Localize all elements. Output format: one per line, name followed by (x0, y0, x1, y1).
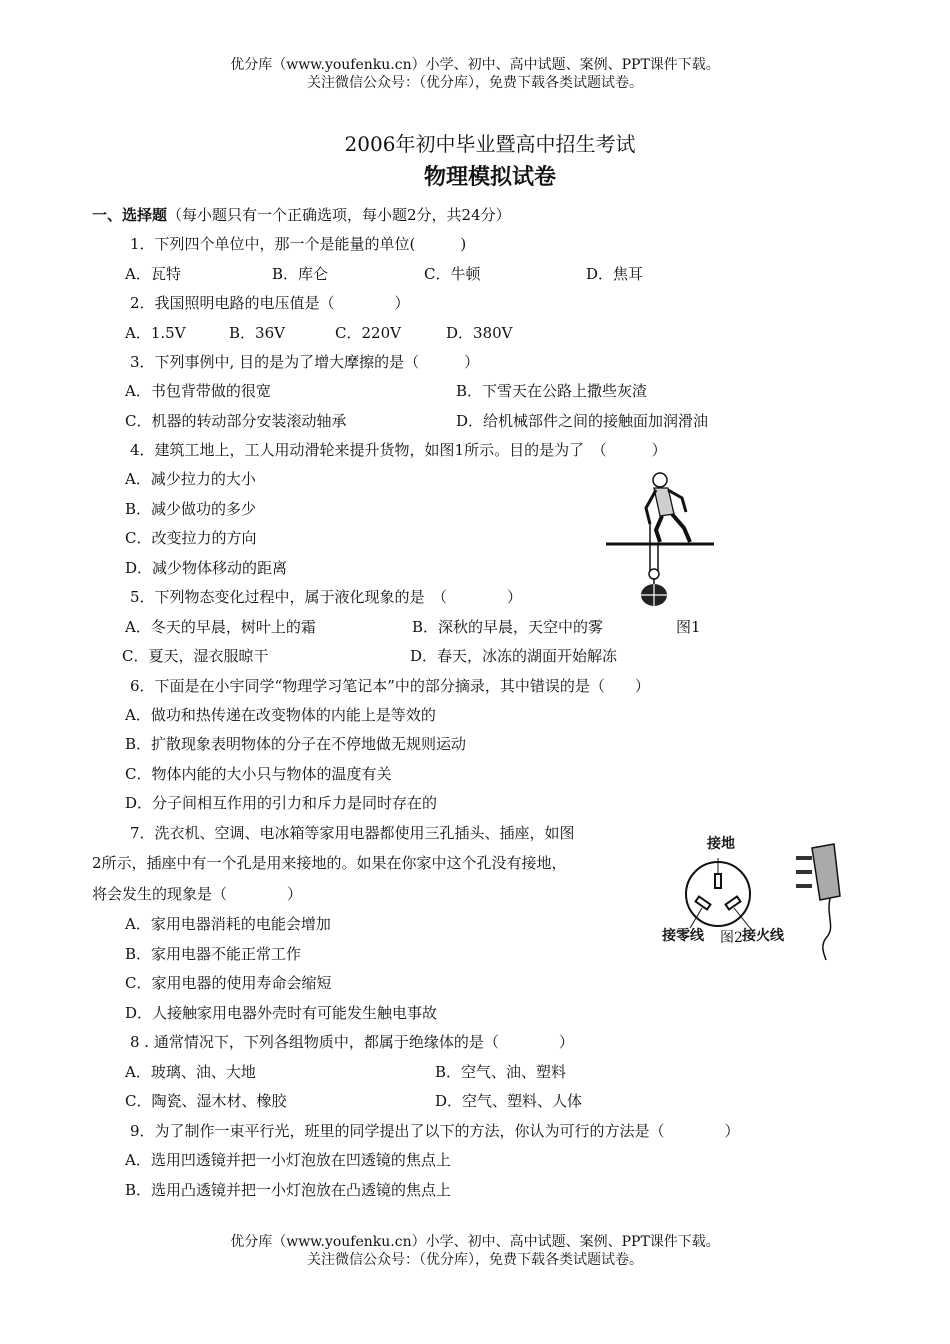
socket-ground-label: 接地 (707, 836, 735, 852)
exam-subtitle: 物理模拟试卷 (423, 164, 556, 190)
q3-option-c: C．机器的转动部分安装滚动轴承 (125, 412, 347, 430)
q1-option-b: B．库仑 (272, 265, 329, 283)
socket-plug-figure (660, 830, 860, 965)
q8-option-b: B．空气、油、塑料 (435, 1063, 567, 1081)
q8-option-c: C．陶瓷、湿木材、橡胶 (125, 1092, 287, 1110)
socket-live-label: 接火线 (742, 928, 784, 944)
q2-option-c: C．220V (335, 324, 401, 342)
q7-stem-line3: 将会发生的现象是（ ） (92, 885, 303, 903)
q7-stem-line1: 7．洗衣机、空调、电冰箱等家用电器都使用三孔插头、插座，如图 (130, 824, 575, 842)
q2-option-d: D．380V (446, 324, 513, 342)
q9-stem: 9．为了制作一束平行光，班里的同学提出了以下的方法，你认为可行的方法是（ ） (130, 1122, 740, 1140)
q3-option-b: B．下雪天在公路上撒些灰渣 (456, 382, 648, 400)
q2-option-a: A．1.5V (125, 324, 186, 342)
q5-option-c: C．夏天，湿衣服晾干 (122, 647, 269, 665)
pulley-worker-figure (600, 468, 720, 613)
q6-option-c: C．物体内能的大小只与物体的温度有关 (125, 765, 392, 783)
q2-option-b: B．36V (229, 324, 285, 342)
q7-option-b: B．家用电器不能正常工作 (125, 945, 302, 963)
q5-stem: 5．下列物态变化过程中，属于液化现象的是 （ ） (130, 588, 523, 606)
q6-stem: 6．下面是在小宇同学“物理学习笔记本”中的部分摘录，其中错误的是（ ） (130, 677, 650, 695)
q9-option-a: A．选用凹透镜并把一小灯泡放在凹透镜的焦点上 (125, 1151, 451, 1169)
section-heading (92, 205, 511, 225)
q8-option-a: A．玻璃、油、大地 (125, 1063, 256, 1081)
q5-option-d: D．春天，冰冻的湖面开始解冻 (410, 647, 618, 665)
q7-stem-line2: 2所示，插座中有一个孔是用来接地的。如果在你家中这个孔没有接地， (92, 854, 567, 872)
q6-option-a: A．做功和热传递在改变物体的内能上是等效的 (125, 706, 436, 724)
q7-option-d: D．人接触家用电器外壳时有可能发生触电事故 (125, 1004, 438, 1022)
section-label: 一、选择题 (92, 206, 168, 224)
q4-option-a: A．减少拉力的大小 (125, 470, 256, 488)
q1-stem: 1．下列四个单位中，那一个是能量的单位( ) (130, 235, 467, 253)
socket-neutral-label: 接零线 (662, 928, 704, 944)
q6-option-b: B．扩散现象表明物体的分子在不停地做无规则运动 (125, 735, 467, 753)
q3-option-d: D．给机械部件之间的接触面加润滑油 (456, 412, 709, 430)
fig1-caption: 图1 (676, 618, 701, 636)
q9-option-b: B．选用凸透镜并把一小灯泡放在凸透镜的焦点上 (125, 1181, 452, 1199)
q1-option-d: D．焦耳 (586, 265, 644, 283)
q3-option-a: A．书包背带做的很宽 (125, 382, 271, 400)
q7-option-c: C．家用电器的使用寿命会缩短 (125, 974, 332, 992)
q8-option-d: D．空气、塑料、人体 (435, 1092, 583, 1110)
q2-stem: 2．我国照明电路的电压值是（ ） (130, 294, 410, 312)
header-line-1: 优分库（www.youfenku.cn）小学、初中、高中试题、案例、PPT课件下载。 (230, 57, 720, 73)
q5-option-b: B．深秋的早晨，天空中的雾 (412, 618, 604, 636)
q4-option-d: D．减少物体移动的距离 (125, 559, 288, 577)
footer-line-2: 关注微信公众号：（优分库），免费下载各类试题试卷。 (307, 1252, 643, 1268)
section-note: （每小题只有一个正确选项，每小题2分，共24分） (167, 206, 511, 224)
q1-option-c: C．牛顿 (424, 265, 481, 283)
fig2-caption: 图2 (720, 930, 743, 946)
q7-option-a: A．家用电器消耗的电能会增加 (125, 915, 331, 933)
q3-stem: 3．下列事例中, 目的是为了增大摩擦的是（ ） (130, 353, 480, 371)
q4-stem: 4．建筑工地上，工人用动滑轮来提升货物，如图1所示。目的是为了 （ ） (130, 441, 667, 459)
q1-option-a: A．瓦特 (125, 265, 181, 283)
q6-option-d: D．分子间相互作用的引力和斥力是同时存在的 (125, 794, 438, 812)
q8-stem: 8 . 通常情况下，下列各组物质中，都属于绝缘体的是（ ） (130, 1033, 574, 1051)
header-line-2: 关注微信公众号：（优分库），免费下载各类试题试卷。 (307, 75, 643, 91)
exam-title: 2006年初中毕业暨高中招生考试 (344, 132, 636, 156)
q4-option-c: C．改变拉力的方向 (125, 529, 257, 547)
q5-option-a: A．冬天的早晨，树叶上的霜 (125, 618, 316, 636)
footer-line-1: 优分库（www.youfenku.cn）小学、初中、高中试题、案例、PPT课件下载。 (230, 1234, 720, 1250)
q4-option-b: B．减少做功的多少 (125, 500, 257, 518)
